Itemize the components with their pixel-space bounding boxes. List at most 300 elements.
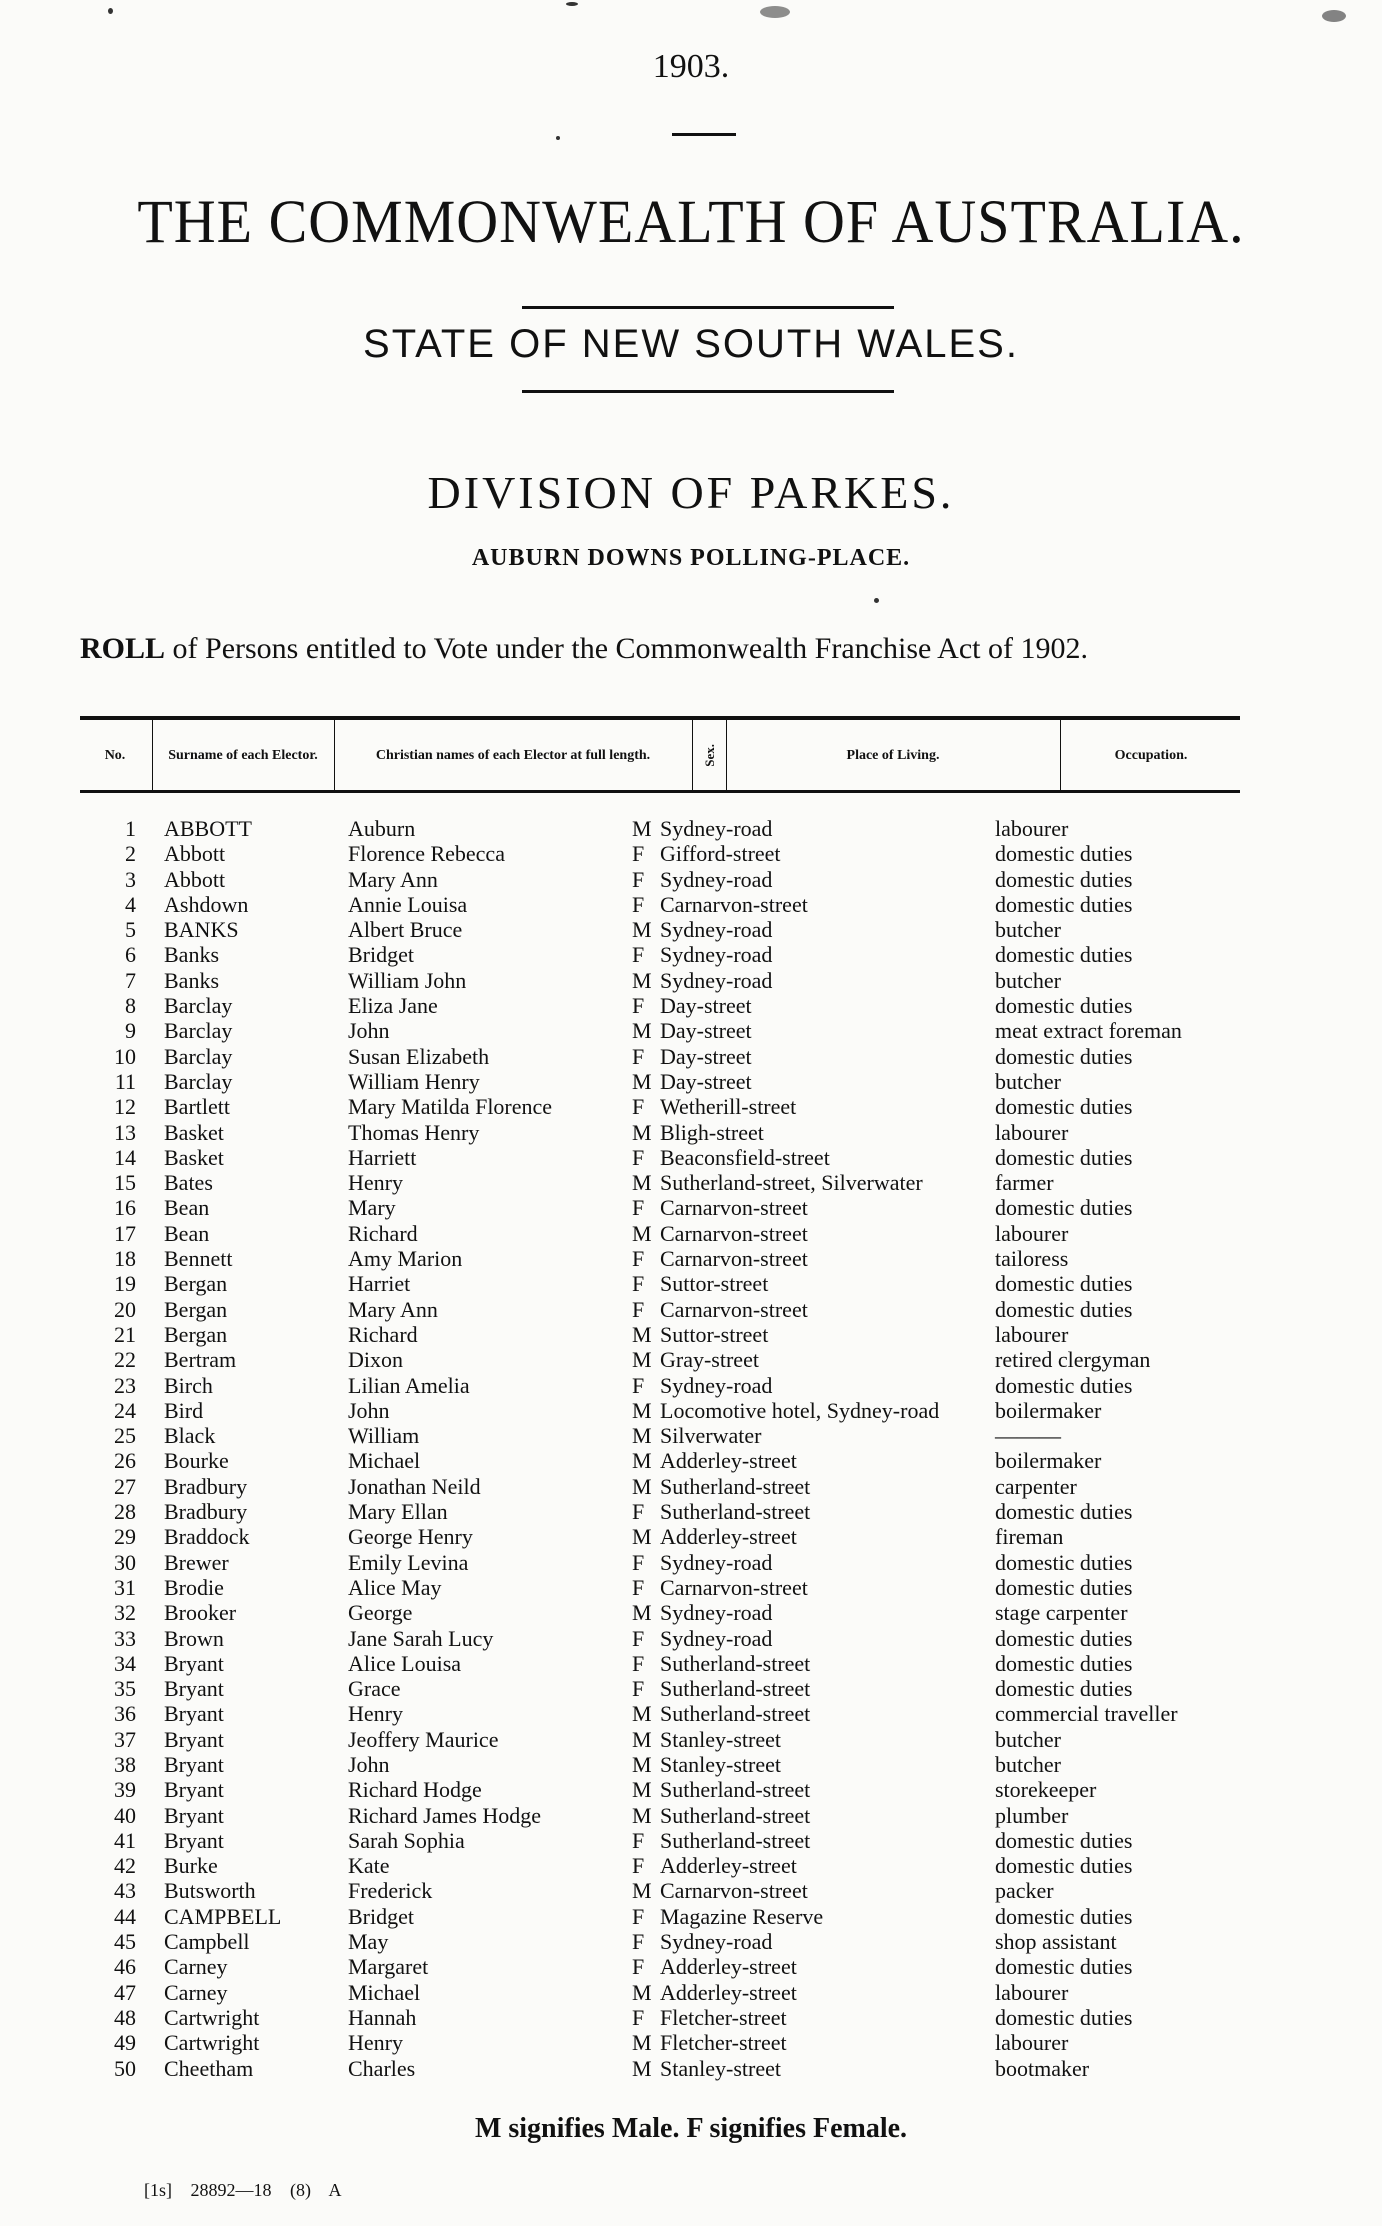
- elector-surname: Brooker: [164, 1600, 237, 1626]
- elector-christian-names: Mary Ann: [348, 1296, 438, 1322]
- roll-word: ROLL: [80, 632, 166, 665]
- elector-number: 13: [114, 1119, 136, 1145]
- elector-occupation: domestic duties: [995, 2004, 1133, 2030]
- elector-christian-names: Kate: [348, 1853, 390, 1879]
- elector-place-of-living: Carnarvon-street: [660, 1574, 808, 1600]
- elector-occupation: farmer: [995, 1170, 1054, 1196]
- table-row: [0, 867, 1382, 892]
- elector-christian-names: Jeoffery Maurice: [348, 1726, 499, 1752]
- elector-place-of-living: Sydney-road: [660, 816, 773, 841]
- table-row: [0, 1752, 1382, 1777]
- elector-surname: Bertram: [164, 1347, 237, 1373]
- elector-occupation: labourer: [995, 1220, 1069, 1246]
- elector-number: 24: [114, 1397, 136, 1423]
- elector-sex: M: [632, 1878, 652, 1904]
- elector-sex: F: [632, 1144, 645, 1170]
- elector-surname: Bryant: [164, 1650, 224, 1676]
- elector-place-of-living: Adderley-street: [660, 1448, 797, 1474]
- elector-occupation: labourer: [995, 2030, 1069, 2056]
- elector-surname: Bourke: [164, 1448, 229, 1474]
- elector-christian-names: Margaret: [348, 1954, 429, 1980]
- elector-christian-names: Bridget: [348, 942, 414, 968]
- table-row: [0, 1575, 1382, 1600]
- table-row: [0, 1195, 1382, 1220]
- elector-surname: Barclay: [164, 1043, 233, 1069]
- elector-number: 47: [114, 1979, 136, 2005]
- elector-place-of-living: Sydney-road: [660, 1625, 773, 1651]
- elector-place-of-living: Sydney-road: [660, 917, 773, 943]
- table-row: [0, 1550, 1382, 1575]
- elector-place-of-living: Carnarvon-street: [660, 1878, 808, 1904]
- elector-christian-names: Susan Elizabeth: [348, 1043, 490, 1069]
- elector-place-of-living: Stanley-street: [660, 1751, 781, 1777]
- elector-sex: M: [632, 1979, 652, 2005]
- elector-place-of-living: Fletcher-street: [660, 2004, 787, 2030]
- elector-christian-names: Charles: [348, 2055, 416, 2081]
- roll-text: of Persons entitled to Vote under the Commonwealth Franchise Act of 1902.: [165, 632, 1088, 665]
- elector-number: 35: [114, 1676, 136, 1702]
- elector-christian-names: Alice May: [348, 1574, 442, 1600]
- elector-place-of-living: Sutherland-street: [660, 1701, 811, 1727]
- elector-sex: F: [632, 1676, 645, 1702]
- elector-number: 22: [114, 1347, 136, 1373]
- elector-number: 16: [114, 1195, 136, 1221]
- elector-number: 30: [114, 1549, 136, 1575]
- elector-place-of-living: Sydney-road: [660, 1929, 773, 1955]
- elector-place-of-living: Bligh-street: [660, 1119, 764, 1145]
- elector-place-of-living: Sutherland-street: [660, 1650, 811, 1676]
- table-row: [0, 2030, 1382, 2055]
- elector-occupation: labourer: [995, 816, 1069, 841]
- elector-occupation: domestic duties: [995, 891, 1133, 917]
- elector-christian-names: Amy Marion: [348, 1246, 463, 1272]
- elector-sex: F: [632, 1549, 645, 1575]
- elector-place-of-living: Adderley-street: [660, 1853, 797, 1879]
- elector-sex: M: [632, 1777, 652, 1803]
- elector-christian-names: Henry: [348, 1170, 403, 1196]
- elector-place-of-living: Beaconsfield-street: [660, 1144, 830, 1170]
- elector-number: 44: [114, 1903, 136, 1929]
- table-row: [0, 1448, 1382, 1473]
- elector-surname: Carney: [164, 1979, 228, 2005]
- elector-surname: Bergan: [164, 1321, 228, 1347]
- table-row: [0, 1878, 1382, 1903]
- elector-sex: M: [632, 1600, 652, 1626]
- elector-occupation: domestic duties: [995, 1827, 1133, 1853]
- elector-occupation: domestic duties: [995, 1903, 1133, 1929]
- elector-sex: M: [632, 816, 652, 841]
- print-reference: [1s] 28892—18 (8) A: [144, 2180, 342, 2200]
- elector-sex: F: [632, 1929, 645, 1955]
- elector-occupation: commercial traveller: [995, 1701, 1178, 1727]
- table-row: [0, 2005, 1382, 2030]
- elector-surname: Bryant: [164, 1726, 224, 1752]
- elector-occupation: butcher: [995, 967, 1061, 993]
- table-row: [0, 1347, 1382, 1372]
- elector-sex: F: [632, 1903, 645, 1929]
- elector-number: 14: [114, 1144, 136, 1170]
- sex-legend: M signifies Male. F signifies Female.: [474, 2113, 908, 2144]
- elector-occupation: domestic duties: [995, 1549, 1133, 1575]
- table-row: [0, 1777, 1382, 1802]
- elector-place-of-living: Suttor-street: [660, 1271, 769, 1297]
- col-divider: [152, 720, 153, 790]
- elector-christian-names: John: [348, 1397, 390, 1423]
- table-row: [0, 1018, 1382, 1043]
- elector-number: 21: [114, 1321, 136, 1347]
- elector-number: 40: [114, 1802, 136, 1828]
- rule-under-year: [672, 133, 736, 136]
- elector-occupation: fireman: [995, 1524, 1064, 1550]
- elector-place-of-living: Sutherland-street, Silverwater: [660, 1170, 923, 1196]
- elector-sex: M: [632, 1448, 652, 1474]
- elector-sex: F: [632, 1296, 645, 1322]
- elector-place-of-living: Day-street: [660, 1018, 752, 1044]
- elector-christian-names: Albert Bruce: [348, 917, 463, 943]
- elector-occupation: retired clergyman: [995, 1347, 1151, 1373]
- table-row: [0, 1145, 1382, 1170]
- elector-sex: F: [632, 1195, 645, 1221]
- col-christian-header: Christian names of each Elector at full length.: [375, 747, 651, 763]
- elector-number: 2: [125, 841, 136, 867]
- elector-surname: Cartwright: [164, 2030, 260, 2056]
- elector-number: 25: [114, 1423, 136, 1449]
- elector-sex: M: [632, 1726, 652, 1752]
- elector-number: 20: [114, 1296, 136, 1322]
- table-row: [0, 1676, 1382, 1701]
- elector-place-of-living: Silverwater: [660, 1423, 762, 1449]
- elector-christian-names: William John: [348, 967, 467, 993]
- elector-christian-names: Mary Ann: [348, 866, 438, 892]
- elector-place-of-living: Carnarvon-street: [660, 1220, 808, 1246]
- elector-surname: Bradbury: [164, 1473, 248, 1499]
- elector-place-of-living: Sutherland-street: [660, 1676, 811, 1702]
- elector-number: 28: [114, 1499, 136, 1525]
- elector-occupation: labourer: [995, 1979, 1069, 2005]
- elector-sex: M: [632, 1701, 652, 1727]
- elector-occupation: butcher: [995, 1726, 1061, 1752]
- print-speck: [556, 136, 560, 140]
- elector-christian-names: Mary: [348, 1195, 396, 1221]
- elector-place-of-living: Locomotive hotel, Sydney-road: [660, 1397, 940, 1423]
- elector-number: 19: [114, 1271, 136, 1297]
- elector-sex: F: [632, 841, 645, 867]
- elector-occupation: labourer: [995, 1321, 1069, 1347]
- elector-number: 7: [125, 967, 136, 993]
- elector-surname: BANKS: [164, 917, 239, 943]
- elector-place-of-living: Day-street: [660, 1043, 752, 1069]
- elector-place-of-living: Sydney-road: [660, 1600, 773, 1626]
- division-heading: DIVISION OF PARKES.: [427, 467, 955, 518]
- elector-christian-names: Mary Ellan: [348, 1499, 448, 1525]
- elector-christian-names: May: [348, 1929, 389, 1955]
- elector-place-of-living: Carnarvon-street: [660, 891, 808, 917]
- col-no-header: No.: [104, 747, 126, 763]
- elector-place-of-living: Gray-street: [660, 1347, 759, 1373]
- elector-sex: F: [632, 1271, 645, 1297]
- table-row: [0, 1170, 1382, 1195]
- elector-christian-names: Eliza Jane: [348, 993, 438, 1019]
- elector-christian-names: Alice Louisa: [348, 1650, 462, 1676]
- elector-surname: Bean: [164, 1195, 210, 1221]
- elector-place-of-living: Magazine Reserve: [660, 1903, 824, 1929]
- elector-occupation: labourer: [995, 1119, 1069, 1145]
- print-speck: [108, 8, 113, 14]
- table-row: [0, 1727, 1382, 1752]
- elector-occupation: domestic duties: [995, 841, 1133, 867]
- elector-sex: M: [632, 1119, 652, 1145]
- table-row: [0, 1373, 1382, 1398]
- table-row: [0, 1271, 1382, 1296]
- elector-place-of-living: Sydney-road: [660, 866, 773, 892]
- elector-occupation: domestic duties: [995, 942, 1133, 968]
- elector-place-of-living: Gifford-street: [660, 841, 781, 867]
- elector-christian-names: Richard: [348, 1220, 418, 1246]
- elector-number: 23: [114, 1372, 136, 1398]
- elector-number: 4: [125, 891, 136, 917]
- elector-christian-names: John: [348, 1751, 390, 1777]
- elector-surname: Braddock: [164, 1524, 250, 1550]
- elector-list: [0, 816, 1382, 2081]
- elector-surname: Bean: [164, 1220, 210, 1246]
- elector-number: 48: [114, 2004, 136, 2030]
- elector-number: 46: [114, 1954, 136, 1980]
- elector-sex: M: [632, 1068, 652, 1094]
- table-row: [0, 1600, 1382, 1625]
- elector-place-of-living: Stanley-street: [660, 1726, 781, 1752]
- table-row: [0, 1120, 1382, 1145]
- elector-surname: Butsworth: [164, 1878, 256, 1904]
- elector-sex: F: [632, 1043, 645, 1069]
- col-divider: [692, 720, 693, 790]
- elector-sex: M: [632, 1170, 652, 1196]
- elector-place-of-living: Sutherland-street: [660, 1777, 811, 1803]
- elector-occupation: butcher: [995, 1068, 1061, 1094]
- elector-surname: Bryant: [164, 1676, 224, 1702]
- elector-sex: F: [632, 1827, 645, 1853]
- elector-place-of-living: Carnarvon-street: [660, 1296, 808, 1322]
- elector-christian-names: Hannah: [348, 2004, 417, 2030]
- elector-occupation: domestic duties: [995, 1574, 1133, 1600]
- elector-occupation: domestic duties: [995, 866, 1133, 892]
- elector-surname: Barclay: [164, 993, 233, 1019]
- col-surname-header: Surname of each Elector.: [168, 747, 318, 763]
- table-row: [0, 1828, 1382, 1853]
- elector-number: 11: [114, 1068, 136, 1094]
- elector-surname: Bryant: [164, 1777, 224, 1803]
- elector-place-of-living: Suttor-street: [660, 1321, 769, 1347]
- elector-surname: Abbott: [164, 841, 226, 867]
- table-header: [80, 716, 1240, 793]
- table-row: [0, 1297, 1382, 1322]
- elector-number: 38: [114, 1751, 136, 1777]
- elector-sex: M: [632, 1347, 652, 1373]
- elector-place-of-living: Day-street: [660, 1068, 752, 1094]
- table-row: [0, 1322, 1382, 1347]
- elector-sex: M: [632, 2030, 652, 2056]
- print-speck: [566, 2, 578, 6]
- elector-number: 12: [114, 1094, 136, 1120]
- col-divider: [726, 720, 727, 790]
- elector-occupation: domestic duties: [995, 1296, 1133, 1322]
- elector-sex: F: [632, 1094, 645, 1120]
- elector-sex: M: [632, 2055, 652, 2081]
- elector-surname: Banks: [164, 967, 219, 993]
- elector-occupation: domestic duties: [995, 993, 1133, 1019]
- document-title: THE COMMONWEALTH OF AUSTRALIA.: [137, 187, 1245, 256]
- col-sex-header-cell: [694, 720, 724, 790]
- elector-surname: Bergan: [164, 1296, 228, 1322]
- elector-surname: Bartlett: [164, 1094, 230, 1120]
- elector-christian-names: William Henry: [348, 1068, 480, 1094]
- elector-number: 36: [114, 1701, 136, 1727]
- elector-surname: ABBOTT: [164, 816, 252, 841]
- table-row: [0, 2056, 1382, 2081]
- elector-number: 34: [114, 1650, 136, 1676]
- elector-sex: F: [632, 993, 645, 1019]
- elector-surname: Bryant: [164, 1827, 224, 1853]
- elector-number: 9: [125, 1018, 136, 1044]
- elector-place-of-living: Sydney-road: [660, 942, 773, 968]
- elector-number: 3: [125, 866, 136, 892]
- elector-occupation: domestic duties: [995, 1650, 1133, 1676]
- elector-occupation: plumber: [995, 1802, 1069, 1828]
- elector-christian-names: Richard Hodge: [348, 1777, 482, 1803]
- elector-surname: Bryant: [164, 1701, 224, 1727]
- elector-place-of-living: Adderley-street: [660, 1979, 797, 2005]
- elector-occupation: domestic duties: [995, 1853, 1133, 1879]
- elector-occupation: domestic duties: [995, 1144, 1133, 1170]
- elector-number: 5: [125, 917, 136, 943]
- elector-sex: M: [632, 1524, 652, 1550]
- elector-occupation: domestic duties: [995, 1954, 1133, 1980]
- elector-christian-names: Mary Matilda Florence: [348, 1094, 553, 1120]
- elector-sex: F: [632, 1625, 645, 1651]
- elector-occupation: domestic duties: [995, 1499, 1133, 1525]
- elector-occupation: domestic duties: [995, 1043, 1133, 1069]
- table-row: [0, 816, 1382, 841]
- table-row: [0, 892, 1382, 917]
- table-row: [0, 1221, 1382, 1246]
- table-row: [0, 1069, 1382, 1094]
- table-row: [0, 1853, 1382, 1878]
- table-row: [0, 841, 1382, 866]
- elector-sex: F: [632, 1246, 645, 1272]
- elector-surname: Black: [164, 1423, 216, 1449]
- col-sex-header: Sex.: [701, 743, 717, 767]
- elector-christian-names: George Henry: [348, 1524, 473, 1550]
- elector-surname: Bryant: [164, 1751, 224, 1777]
- elector-number: 10: [114, 1043, 136, 1069]
- elector-surname: Carney: [164, 1954, 228, 1980]
- elector-place-of-living: Sutherland-street: [660, 1827, 811, 1853]
- elector-occupation: domestic duties: [995, 1676, 1133, 1702]
- elector-occupation: boilermaker: [995, 1448, 1102, 1474]
- elector-surname: Bradbury: [164, 1499, 248, 1525]
- table-row: [0, 1651, 1382, 1676]
- elector-number: 18: [114, 1246, 136, 1272]
- table-row: [0, 917, 1382, 942]
- elector-number: 32: [114, 1600, 136, 1626]
- elector-occupation: butcher: [995, 1751, 1061, 1777]
- elector-occupation: storekeeper: [995, 1777, 1097, 1803]
- elector-place-of-living: Sydney-road: [660, 1372, 773, 1398]
- elector-surname: Barclay: [164, 1068, 233, 1094]
- table-row: [0, 1246, 1382, 1271]
- elector-surname: Bennett: [164, 1246, 233, 1272]
- print-speck: [760, 6, 790, 18]
- elector-place-of-living: Sutherland-street: [660, 1802, 811, 1828]
- elector-surname: Abbott: [164, 866, 226, 892]
- elector-surname: Bird: [164, 1397, 204, 1423]
- elector-surname: Bates: [164, 1170, 213, 1196]
- elector-occupation: domestic duties: [995, 1372, 1133, 1398]
- elector-surname: Burke: [164, 1853, 218, 1879]
- elector-christian-names: Michael: [348, 1979, 421, 2005]
- elector-sex: M: [632, 1018, 652, 1044]
- elector-sex: M: [632, 967, 652, 993]
- elector-occupation: stage carpenter: [995, 1600, 1128, 1626]
- elector-place-of-living: Fletcher-street: [660, 2030, 787, 2056]
- rule-above-state: [522, 306, 894, 309]
- elector-occupation: butcher: [995, 917, 1061, 943]
- elector-number: 29: [114, 1524, 136, 1550]
- year-heading: 1903.: [652, 48, 730, 85]
- elector-christian-names: Emily Levina: [348, 1549, 469, 1575]
- elector-number: 42: [114, 1853, 136, 1879]
- elector-place-of-living: Sutherland-street: [660, 1473, 811, 1499]
- elector-number: 27: [114, 1473, 136, 1499]
- elector-surname: Ashdown: [164, 891, 249, 917]
- col-place-header: Place of Living.: [846, 747, 940, 763]
- elector-place-of-living: Sydney-road: [660, 967, 773, 993]
- elector-surname: Brodie: [164, 1574, 224, 1600]
- elector-place-of-living: Sydney-road: [660, 1549, 773, 1575]
- table-row: [0, 1701, 1382, 1726]
- table-row: [0, 1398, 1382, 1423]
- elector-sex: F: [632, 1574, 645, 1600]
- elector-christian-names: Lilian Amelia: [348, 1372, 470, 1398]
- elector-christian-names: Harriet: [348, 1271, 411, 1297]
- col-occupation-header: Occupation.: [1114, 747, 1188, 763]
- elector-surname: Basket: [164, 1119, 224, 1145]
- table-row: [0, 1929, 1382, 1954]
- elector-christian-names: Florence Rebecca: [348, 841, 505, 867]
- elector-sex: M: [632, 1397, 652, 1423]
- elector-sex: M: [632, 1802, 652, 1828]
- elector-sex: F: [632, 1954, 645, 1980]
- table-row: [0, 993, 1382, 1018]
- elector-place-of-living: Stanley-street: [660, 2055, 781, 2081]
- elector-occupation: tailoress: [995, 1246, 1069, 1272]
- elector-occupation: packer: [995, 1878, 1054, 1904]
- elector-christian-names: Bridget: [348, 1903, 414, 1929]
- table-row: [0, 1626, 1382, 1651]
- elector-surname: Bryant: [164, 1802, 224, 1828]
- elector-surname: Brewer: [164, 1549, 229, 1575]
- elector-christian-names: Richard: [348, 1321, 418, 1347]
- elector-surname: Birch: [164, 1372, 213, 1398]
- elector-surname: Bergan: [164, 1271, 228, 1297]
- elector-christian-names: Sarah Sophia: [348, 1827, 465, 1853]
- elector-sex: F: [632, 942, 645, 968]
- table-row: [0, 1423, 1382, 1448]
- elector-surname: Basket: [164, 1144, 224, 1170]
- elector-place-of-living: Wetherill-street: [660, 1094, 797, 1120]
- elector-surname: Barclay: [164, 1018, 233, 1044]
- col-divider: [1060, 720, 1061, 790]
- table-row: [0, 1980, 1382, 2005]
